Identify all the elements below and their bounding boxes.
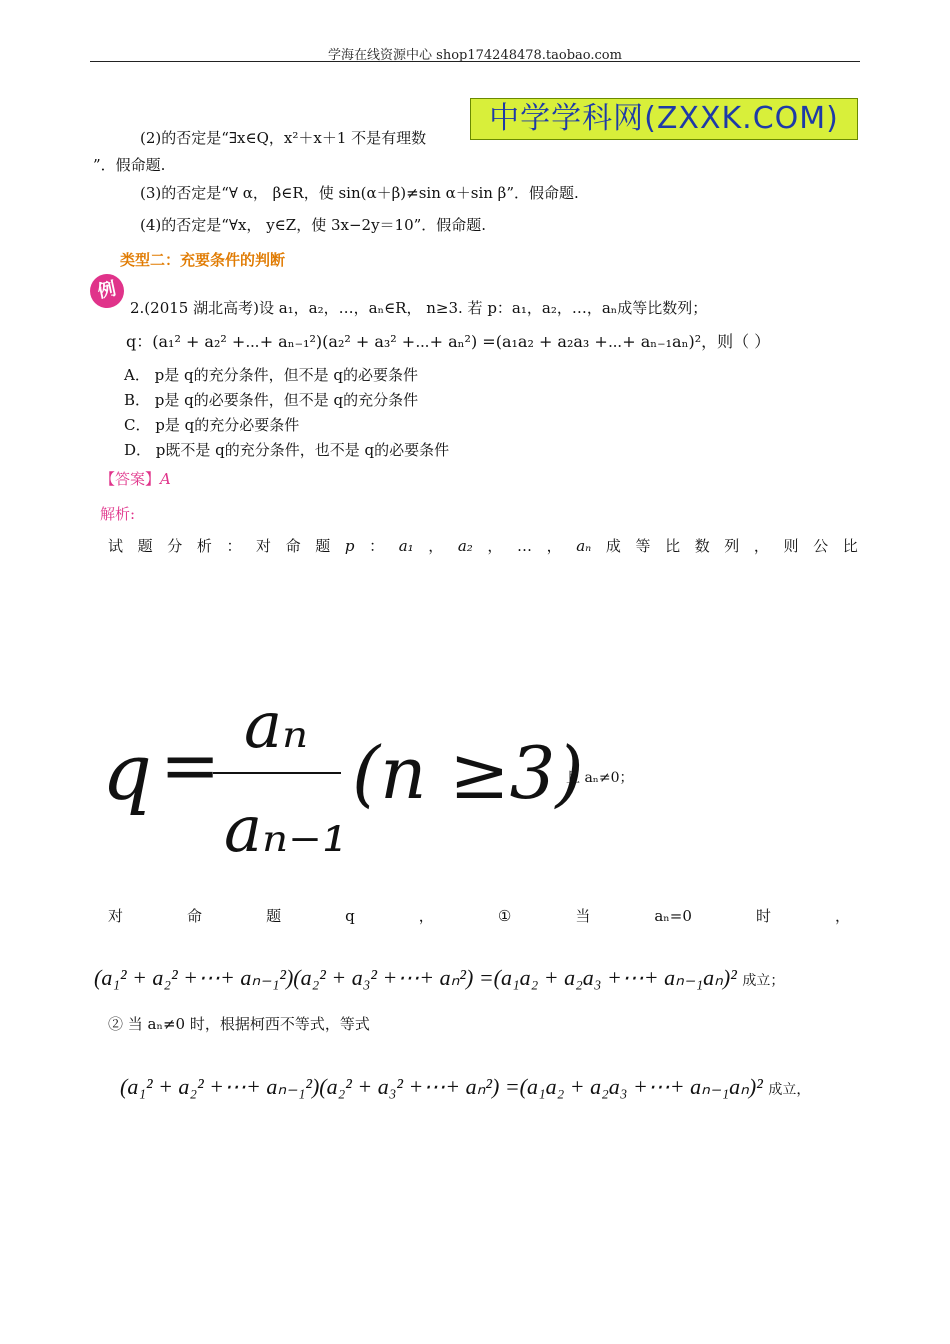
section-title: 类型二：充要条件的判断 xyxy=(120,251,286,269)
equation-2 xyxy=(120,1074,810,1100)
answer-value: A xyxy=(160,470,171,488)
option-d: D． p既不是 q的充分条件，也不是 q的必要条件 xyxy=(124,441,450,459)
item-2-line-a: (2)的否定是“∃x∈Q，x²＋x＋1 不是有理数 xyxy=(140,129,427,147)
answer xyxy=(100,469,171,489)
formula-fraction-bar xyxy=(213,772,341,774)
answer-label: 【答案】 xyxy=(100,470,161,488)
example-stem: 2.(2015 湖北高考)设 a₁，a₂，…，aₙ∈R， n≥3. 若 p：a₁，a₂，…，aₙ成等比数列； xyxy=(130,299,708,317)
option-b: B． p是 q的必要条件，但不是 q的充分条件 xyxy=(124,391,419,409)
page-header: 学海在线资源中心 shop174248478.taobao.com xyxy=(328,48,622,63)
equation-2-body: (a₁² + a₂² +⋯+ aₙ₋₁²)(a₂² + a₃² +⋯+ aₙ²) =(a₁a₂ + a₂a₃ +⋯+ aₙ₋₁aₙ)² xyxy=(120,1074,763,1099)
analysis-line-3: ② 当 aₙ≠0 时，根据柯西不等式，等式 xyxy=(108,1015,370,1033)
analysis-line-1: 试 题 分 析 ： 对 命 题 p ： a₁ ， a₂ ， … ， aₙ 成 等 比 数 列 ， 则 公 比 xyxy=(108,537,858,555)
formula-condition: (n ≥3) xyxy=(352,731,584,815)
formula-equals: = xyxy=(160,723,221,807)
equation-1 xyxy=(94,965,784,991)
formula-q: q xyxy=(102,728,152,818)
option-a: A． p是 q的充分条件，但不是 q的必要条件 xyxy=(124,366,418,384)
option-c: C． p是 q的充分必要条件 xyxy=(124,416,300,434)
equation-1-tail: 成立； xyxy=(742,974,785,989)
item-4: (4)的否定是“∀x， y∈Z，使 3x−2y＝10”．假命题. xyxy=(140,216,487,234)
header-rule xyxy=(90,61,860,62)
analysis-label: 解析: xyxy=(100,505,136,523)
formula-note: 且 aₙ≠0； xyxy=(566,770,634,786)
example-badge: 例 xyxy=(87,271,127,311)
equation-1-body: (a₁² + a₂² +⋯+ aₙ₋₁²)(a₂² + a₃² +⋯+ aₙ²) =(a₁a₂ + a₂a₃ +⋯+ aₙ₋₁aₙ)² xyxy=(94,965,737,990)
item-3: (3)的否定是“∀ α， β∈R，使 sin(α＋β)≠sin α＋sin β”．假命题. xyxy=(140,184,579,202)
formula-denominator: aₙ₋₁ xyxy=(224,793,348,867)
zxxk-logo[interactable]: 中学学科网(ZXXK.COM) xyxy=(470,98,858,140)
analysis-line-2: 对 命 题 q ， ① 当 aₙ=0 时 ， xyxy=(108,907,850,925)
formula-numerator: aₙ xyxy=(244,689,309,763)
item-2-line-b: ”．假命题. xyxy=(93,156,166,174)
equation-2-tail: 成立， xyxy=(768,1083,811,1098)
example-q-condition: q：(a₁² + a₂² +⋯+ aₙ₋₁²)(a₂² + a₃² +⋯+ aₙ²) =(a₁a₂ + a₂a₃ +⋯+ aₙ₋₁aₙ)²，则（ ） xyxy=(126,332,771,351)
